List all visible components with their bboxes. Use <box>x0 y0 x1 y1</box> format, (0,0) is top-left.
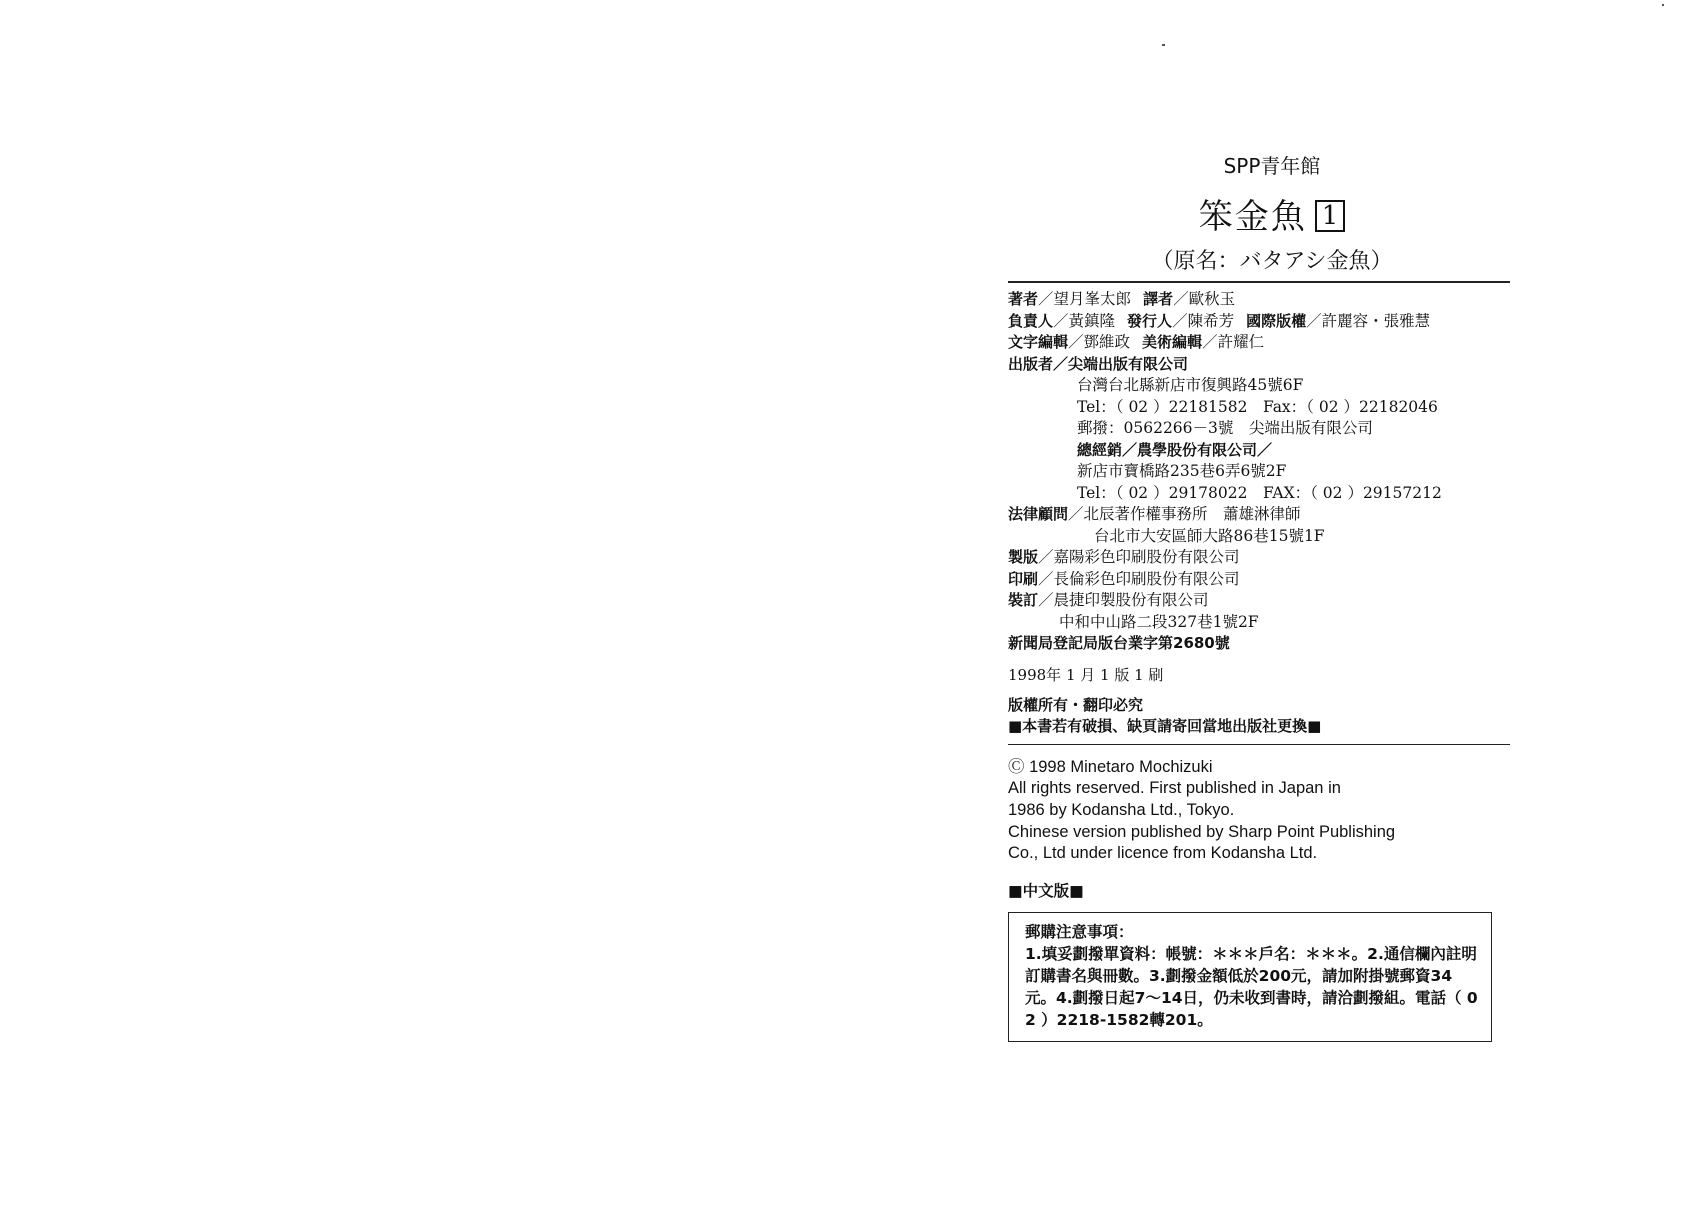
credit-value: 尖端出版有限公司 <box>1068 354 1189 373</box>
copyright-line: 1986 by Kodansha Ltd., Tokyo. <box>1008 800 1235 819</box>
credit-value: 望月峯太郎 <box>1053 290 1132 308</box>
copyright-line: Co., Ltd under licence from Kodansha Ltd. <box>1008 844 1318 863</box>
distributor-tel: Tel：（ 02 ）29178022 FAX：（ 02 ）29157212 <box>1077 483 1442 502</box>
credit-label: 印刷 <box>1008 569 1039 588</box>
credit-value: 北辰著作權事務所 蕭雄淋律師 <box>1083 505 1301 523</box>
rights-line: 版權所有・翻印必究 <box>1008 695 1144 714</box>
notice-body: 1.填妥劃撥單資料：帳號：＊＊＊戶名：＊＊＊。2.通信欄內註明訂購書名與冊數。3.劃撥金額低於200元，請加附掛號郵資34元。4.劃撥日起7～14日，仍未收到書時，請洽劃撥組。電話（ 02 ）2218-1582轉201。 <box>1025 944 1478 1029</box>
credit-line: 負責人／黃鎮隆 發行人／陳希芳 國際版權／許麗容・張雅慧 <box>1008 311 1431 330</box>
publisher-address: 台灣台北縣新店市復興路45號6F <box>1077 376 1304 394</box>
credit-value: 嘉陽彩色印刷股份有限公司 <box>1053 548 1240 566</box>
credit-value: 歐秋玉 <box>1188 290 1236 308</box>
credit-line: 製版／嘉陽彩色印刷股份有限公司 <box>1008 548 1240 566</box>
credit-value: 晨捷印製股份有限公司 <box>1053 591 1209 609</box>
rights-line: ■本書若有破損、缺頁請寄回當地出版社更換■ <box>1008 717 1322 735</box>
copyright-line: All rights reserved. First published in Japan in <box>1008 779 1341 798</box>
divider <box>1008 281 1510 283</box>
registration-text: 新聞局登記局版台業字第2680號 <box>1008 634 1230 652</box>
title-row <box>1034 189 1510 238</box>
english-copyright <box>1008 757 1510 865</box>
credit-value: 許麗容・張雅慧 <box>1321 311 1431 330</box>
colophon <box>1008 150 1510 1042</box>
credit-label: 製版 <box>1008 548 1039 566</box>
rights-notice <box>1008 695 1510 738</box>
credit-label: 法律顧問 <box>1008 505 1069 523</box>
edition-line: 1998年 1 月 1 版 1 刷 <box>1008 665 1164 684</box>
distributor-name: 總經銷／農學股份有限公司／ <box>1077 440 1273 459</box>
postal-account: 郵撥：0562266－3號 尖端出版有限公司 <box>1077 419 1373 437</box>
legal-address: 台北市大安區師大路86巷15號1F <box>1094 526 1325 545</box>
credit-value: 鄧維政 <box>1083 333 1131 351</box>
binding-address: 中和中山路二段327巷1號2F <box>1059 612 1259 631</box>
credit-value: 陳希芳 <box>1187 311 1235 330</box>
credit-line: 著者／望月峯太郎 譯者／歐秋玉 <box>1008 290 1236 308</box>
publisher-tel: Tel：（ 02 ）22181582 Fax：（ 02 ）22182046 <box>1077 397 1438 416</box>
credit-line: 出版者／尖端出版有限公司 <box>1008 354 1189 373</box>
copyright-line: Chinese version published by Sharp Point Publishing <box>1008 822 1396 841</box>
credit-label: 出版者 <box>1008 354 1054 373</box>
scan-speck <box>1662 4 1664 6</box>
credit-label: 美術編輯 <box>1142 333 1203 351</box>
divider <box>1008 744 1510 745</box>
original-title: （原名：バタアシ金魚） <box>1151 249 1393 274</box>
credit-label: 著者 <box>1008 290 1039 308</box>
notice-title: 郵購注意事項： <box>1025 922 1134 941</box>
chinese-edition-label: ■中文版■ <box>1008 881 1084 900</box>
mail-order-notice <box>1008 912 1492 1042</box>
credit-line: 文字編輯／鄧維政 美術編輯／許耀仁 <box>1008 333 1265 351</box>
credit-label: 負責人 <box>1008 311 1054 330</box>
credit-label: 裝訂 <box>1008 591 1039 609</box>
series-name: SPP青年館 <box>1223 154 1321 178</box>
distributor <box>1008 440 1510 462</box>
volume-number: 1 <box>1315 200 1346 232</box>
credit-line: 裝訂／晨捷印製股份有限公司 <box>1008 591 1209 609</box>
credits <box>1008 289 1510 655</box>
copyright-line: Ⓒ 1998 Minetaro Mochizuki <box>1008 757 1213 776</box>
credit-line: 印刷／長倫彩色印刷股份有限公司 <box>1008 569 1240 588</box>
credit-label: 文字編輯 <box>1008 333 1069 351</box>
distributor-address: 新店市寶橋路235巷6弄6號2F <box>1077 462 1287 480</box>
scan-speck <box>1162 44 1165 46</box>
credit-line: 法律顧問／北辰著作權事務所 蕭雄淋律師 <box>1008 505 1301 523</box>
credit-label: 發行人 <box>1127 311 1173 330</box>
credit-label: 國際版權 <box>1246 311 1307 330</box>
book-title: 笨金魚 <box>1198 197 1307 237</box>
credit-value: 長倫彩色印刷股份有限公司 <box>1053 569 1240 588</box>
credit-value: 黃鎮隆 <box>1068 311 1116 330</box>
credit-label: 譯者 <box>1143 290 1174 308</box>
registration <box>1008 633 1510 655</box>
credit-value: 許耀仁 <box>1217 333 1265 351</box>
